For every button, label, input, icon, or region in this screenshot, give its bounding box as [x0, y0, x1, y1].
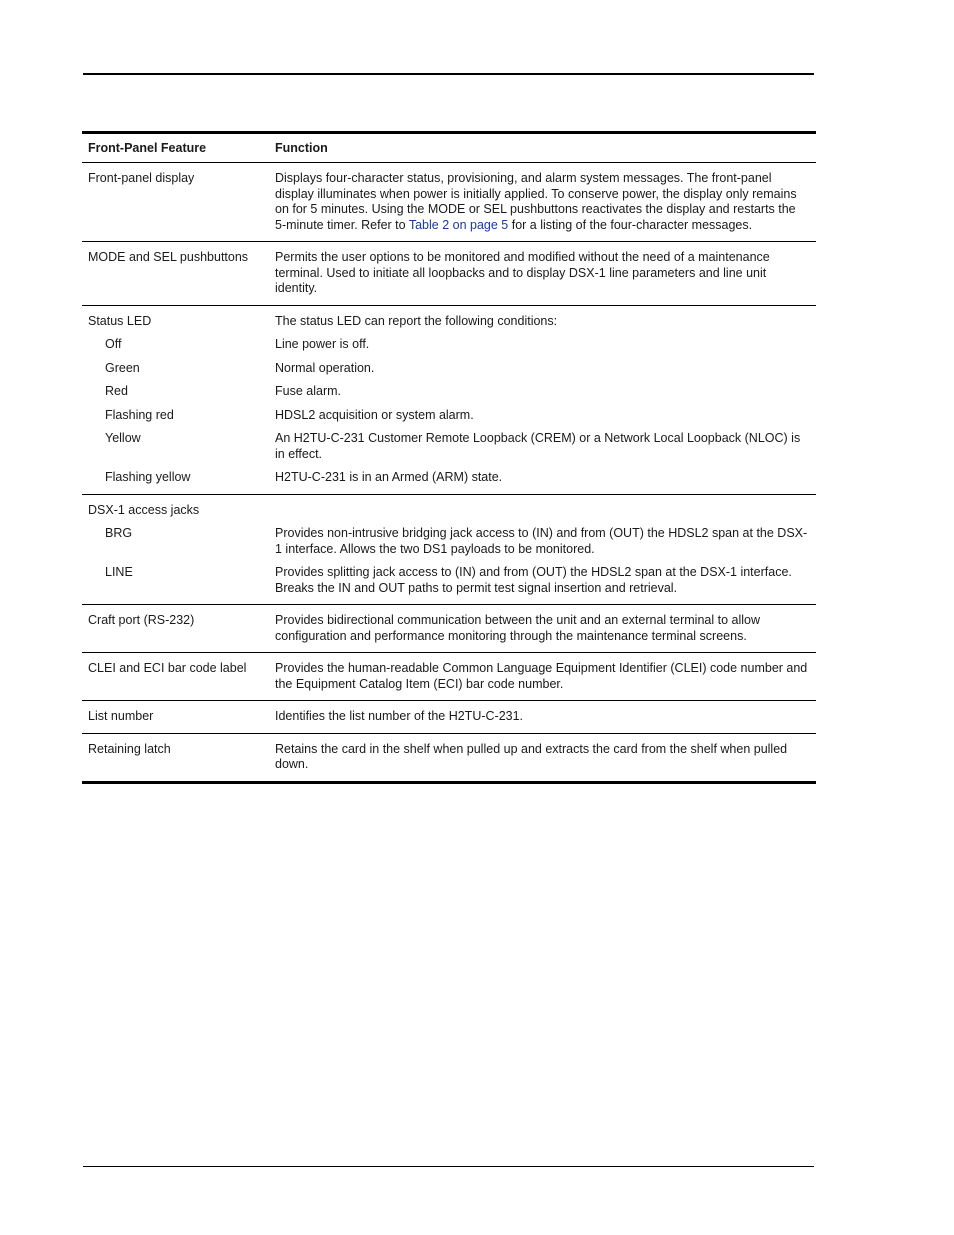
table-row: [82, 427, 816, 466]
feature-cell: Flashing red: [105, 407, 174, 422]
table-row: [82, 333, 816, 357]
table-row: [82, 404, 816, 428]
function-cell: Line power is off.: [275, 337, 370, 351]
feature-cell: Status LED: [88, 313, 152, 328]
function-cell: [275, 171, 816, 233]
table-row: [82, 561, 816, 600]
table-row: [82, 466, 816, 490]
function-cell: Fuse alarm.: [275, 384, 341, 398]
table-row: [82, 357, 816, 381]
section-craft-port: [82, 605, 816, 653]
feature-cell: List number: [88, 709, 154, 723]
function-cell: Provides bidirectional communication between the unit and an external terminal to allow configuration and performance monitoring through the maintenance terminal screens.: [275, 613, 760, 643]
function-cell: The status LED can report the following conditions:: [275, 313, 558, 328]
function-cell: Permits the user options to be monitored and modified without the need of a maintenance terminal. Used to initiate all loopbacks and to display DSX-1 line parameters and line unit identity.: [275, 250, 770, 295]
feature-cell: MODE and SEL pushbuttons: [88, 250, 249, 264]
section-mode-sel: [82, 242, 816, 306]
footer-rule: [83, 1166, 814, 1167]
table-row: [82, 705, 816, 729]
feature-cell: Front-panel display: [88, 171, 195, 185]
header-rule: [83, 73, 814, 75]
function-cell: Provides the human-readable Common Language Equipment Identifier (CLEI) code number and the Equipment Catalog Item (ECI) bar code number.: [275, 661, 808, 691]
feature-cell: Yellow: [105, 431, 141, 445]
function-cell: Provides splitting jack access to (IN) and from (OUT) the HDSL2 span at the DSX-1 interface. Breaks the IN and OUT paths to permit test signal insertion and retrieval.: [275, 565, 792, 595]
function-cell: Normal operation.: [275, 360, 375, 375]
table-header-row: [82, 134, 816, 163]
table-row: [82, 609, 816, 648]
table-row: [82, 522, 816, 561]
header-function: Function: [275, 141, 328, 155]
feature-cell: Craft port (RS-232): [88, 613, 195, 627]
table-row: [82, 657, 816, 696]
feature-cell: Off: [105, 337, 122, 351]
function-cell: Provides non-intrusive bridging jack access to (IN) and from (OUT) the HDSL2 span at the DSX-1 interface. Allows the two DS1 payloads to be monitored.: [275, 526, 808, 556]
table-row: [82, 499, 816, 523]
function-cell: [275, 503, 816, 519]
feature-cell: BRG: [105, 526, 133, 540]
function-text: Displays four-character status, provisioning, and alarm system messages. The front-panel display illuminates when power is initially applied. To conserve power, the display only remains on for 5 minutes. Using the MODE or SEL pushbuttons reactivates the display and restarts the 5-minute timer. Refer to: [275, 171, 797, 232]
section-clei-eci: [82, 653, 816, 701]
header-feature: Front-Panel Feature: [88, 141, 207, 155]
function-cell: Identifies the list number of the H2TU-C-231.: [275, 709, 524, 723]
feature-cell: CLEI and ECI bar code label: [88, 661, 247, 675]
table-row: [82, 246, 816, 301]
function-cell: H2TU-C-231 is in an Armed (ARM) state.: [275, 470, 503, 484]
function-cell: Retains the card in the shelf when pulled up and extracts the card from the shelf when pulled down.: [275, 741, 788, 771]
section-dsx1-access-jacks: [82, 495, 816, 606]
feature-cell: Retaining latch: [88, 741, 171, 756]
feature-cell: LINE: [105, 565, 133, 579]
function-text-tail: for a listing of the four-character messages.: [508, 217, 753, 232]
table-row: [82, 738, 816, 777]
table-2-link[interactable]: Table 2 on page 5: [408, 217, 509, 232]
function-cell: HDSL2 acquisition or system alarm.: [275, 407, 474, 422]
section-list-number: [82, 701, 816, 734]
function-cell: An H2TU-C-231 Customer Remote Loopback (CREM) or a Network Local Loopback (NLOC) is in effect.: [275, 431, 801, 461]
feature-cell: Green: [105, 360, 140, 375]
section-status-led: [82, 306, 816, 495]
section-retaining-latch: [82, 734, 816, 781]
table-row: [82, 167, 816, 237]
table-row: [82, 380, 816, 404]
table-row: [82, 310, 816, 334]
feature-cell: Flashing yellow: [105, 470, 191, 484]
section-front-panel-display: [82, 163, 816, 242]
front-panel-features-table: [82, 131, 816, 784]
feature-cell: Red: [105, 384, 128, 398]
feature-cell: DSX-1 access jacks: [88, 502, 200, 517]
